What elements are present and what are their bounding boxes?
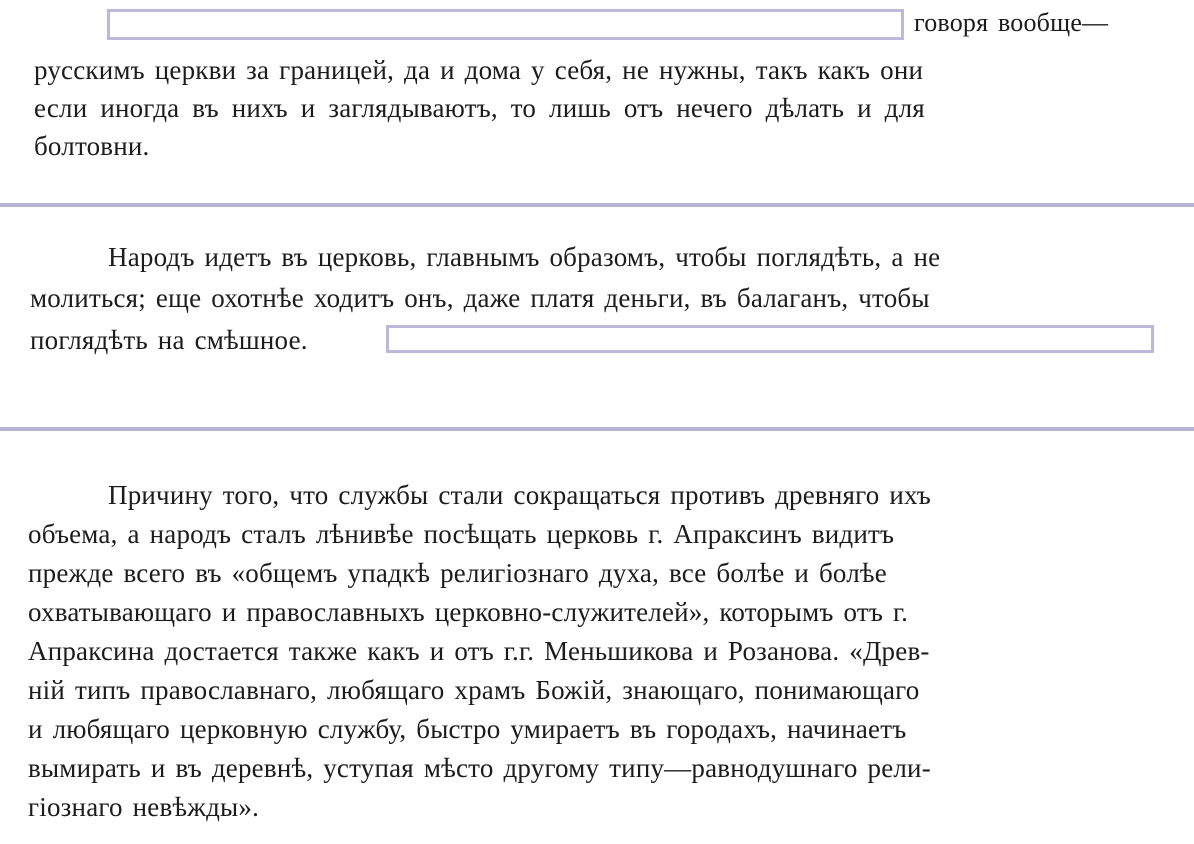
text-line: и любящаго церковную службу, быстро умираетъ въ городахъ, начинаетъ	[28, 714, 907, 744]
text-line: ній типъ православнаго, любящаго храмъ Божій, знающаго, понимающаго	[28, 675, 920, 705]
text-line: русскимъ церкви за границей, да и дома у себя, не нужны, такъ какъ они	[34, 55, 924, 85]
text-line: охватывающаго и православныхъ церковно-служителей», которымъ отъ г.	[28, 597, 909, 627]
text-line: Народъ идетъ въ церковь, главнымъ образомъ, чтобы поглядѣть, а не	[108, 242, 941, 272]
section-divider-2	[0, 427, 1194, 431]
text-line: поглядѣть на смѣшное.	[30, 325, 308, 355]
text-line: объема, а народъ сталъ лѣнивѣе посѣщать церковь г. Апраксинъ видитъ	[28, 519, 895, 549]
text-line: болтовни.	[34, 131, 150, 161]
text-line: Причину того, что службы стали сокращаться противъ древняго ихъ	[108, 480, 931, 510]
text-line: говоря вообще—	[914, 8, 1109, 37]
text-line: гіознаго невѣжды».	[28, 792, 260, 822]
text-line: если иногда въ нихъ и заглядываютъ, то лишь отъ нечего дѣлать и для	[34, 93, 925, 123]
text-line: Апраксина достается также какъ и отъ г.г. Меньшикова и Розанова. «Древ-	[28, 636, 930, 666]
text-line: молиться; еще охотнѣе ходитъ онъ, даже платя деньги, въ балаганъ, чтобы	[30, 283, 930, 313]
text-line: вымирать и въ деревнѣ, уступая мѣсто другому типу—равнодушнаго рели-	[28, 753, 931, 783]
redaction-box-1	[107, 9, 904, 40]
section-divider-1	[0, 203, 1194, 207]
text-line: прежде всего въ «общемъ упадкѣ религіознаго духа, все болѣе и болѣе	[28, 558, 887, 588]
redaction-box-2	[386, 325, 1154, 353]
